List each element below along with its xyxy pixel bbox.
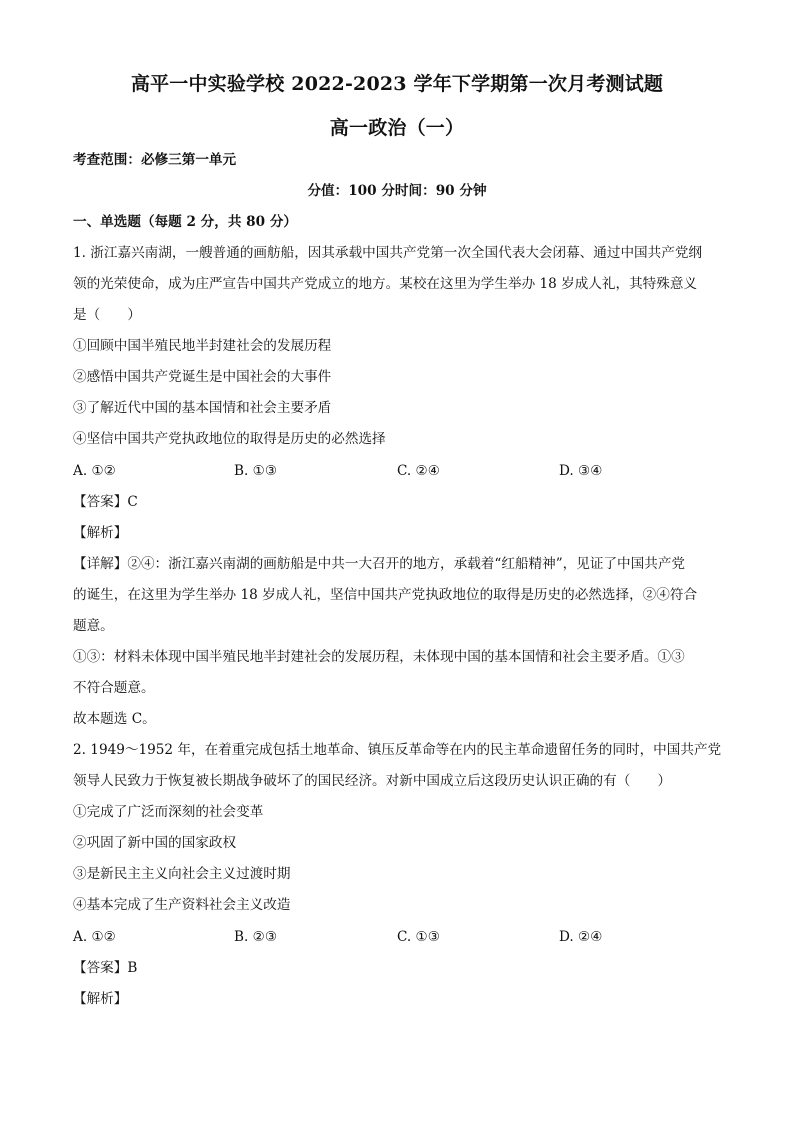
statement-item: ④基本完成了生产资料社会主义改造 [73, 897, 291, 913]
exam-scope: 考查范围：必修三第一单元 [73, 152, 237, 168]
option-b: B. ①③ [234, 463, 278, 479]
detail-line: ①③：材料未体现中国半殖民地半封建社会的发展历程，未体现中国的基本国情和社会主要矛盾。①③ [73, 649, 685, 665]
analysis-label: 【解析】 [73, 525, 128, 541]
section-heading: 一、单选题（每题 2 分，共 80 分） [73, 214, 298, 230]
option-d: D. ②④ [559, 929, 603, 945]
statement-item: ①完成了广泛而深刻的社会变革 [73, 804, 264, 820]
detail-line: 题意。 [73, 618, 114, 634]
detail-line: 故本题选 C。 [73, 711, 156, 727]
question-stem-line: 2. 1949～1952 年，在着重完成包括土地革命、镇压反革命等在内的民主革命遗留任务的同时，中国共产党 [73, 742, 722, 758]
option-a: A. ①② [73, 463, 116, 479]
question-stem-line: 领的光荣使命，成为庄严宣告中国共产党成立的地方。某校在这里为学生举办 18 岁成人礼，其特殊意义 [73, 276, 698, 292]
question-stem-line: 是（ ） [73, 307, 141, 323]
statement-item: ①回顾中国半殖民地半封建社会的发展历程 [73, 338, 332, 354]
detail-line: 不符合题意。 [73, 680, 155, 696]
statement-item: ②感悟中国共产党诞生是中国社会的大事件 [73, 369, 332, 385]
analysis-label: 【解析】 [73, 991, 128, 1007]
exam-subtitle: 高一政治（一） [329, 117, 465, 139]
option-b: B. ②③ [234, 929, 278, 945]
score-time: 分值：100 分时间：90 分钟 [307, 183, 487, 199]
statement-item: ③是新民主主义向社会主义过渡时期 [73, 866, 291, 882]
option-d: D. ③④ [559, 463, 603, 479]
exam-title: 高平一中实验学校 2022-2023 学年下学期第一次月考测试题 [130, 73, 664, 95]
option-c: C. ①③ [397, 929, 440, 945]
statement-item: ④坚信中国共产党执政地位的取得是历史的必然选择 [73, 431, 386, 447]
question-stem-line: 领导人民致力于恢复被长期战争破坏了的国民经济。对新中国成立后这段历史认识正确的有（ ） [73, 773, 672, 789]
option-c: C. ②④ [397, 463, 440, 479]
detail-line: 【详解】②④：浙江嘉兴南湖的画舫船是中共一大召开的地方，承载着“红船精神”，见证了中国共产党 [73, 556, 686, 572]
statement-item: ②巩固了新中国的国家政权 [73, 835, 237, 851]
statement-item: ③了解近代中国的基本国情和社会主要矛盾 [73, 400, 332, 416]
detail-line: 的诞生，在这里为学生举办 18 岁成人礼，坚信中国共产党执政地位的取得是历史的必然选择，②④符合 [73, 587, 698, 603]
answer-line: 【答案】C [73, 494, 138, 510]
option-a: A. ①② [73, 929, 116, 945]
question-stem-line: 1. 浙江嘉兴南湖，一艘普通的画舫船，因其承载中国共产党第一次全国代表大会闭幕、通过中国共产党纲 [73, 245, 703, 261]
answer-line: 【答案】B [73, 960, 138, 976]
